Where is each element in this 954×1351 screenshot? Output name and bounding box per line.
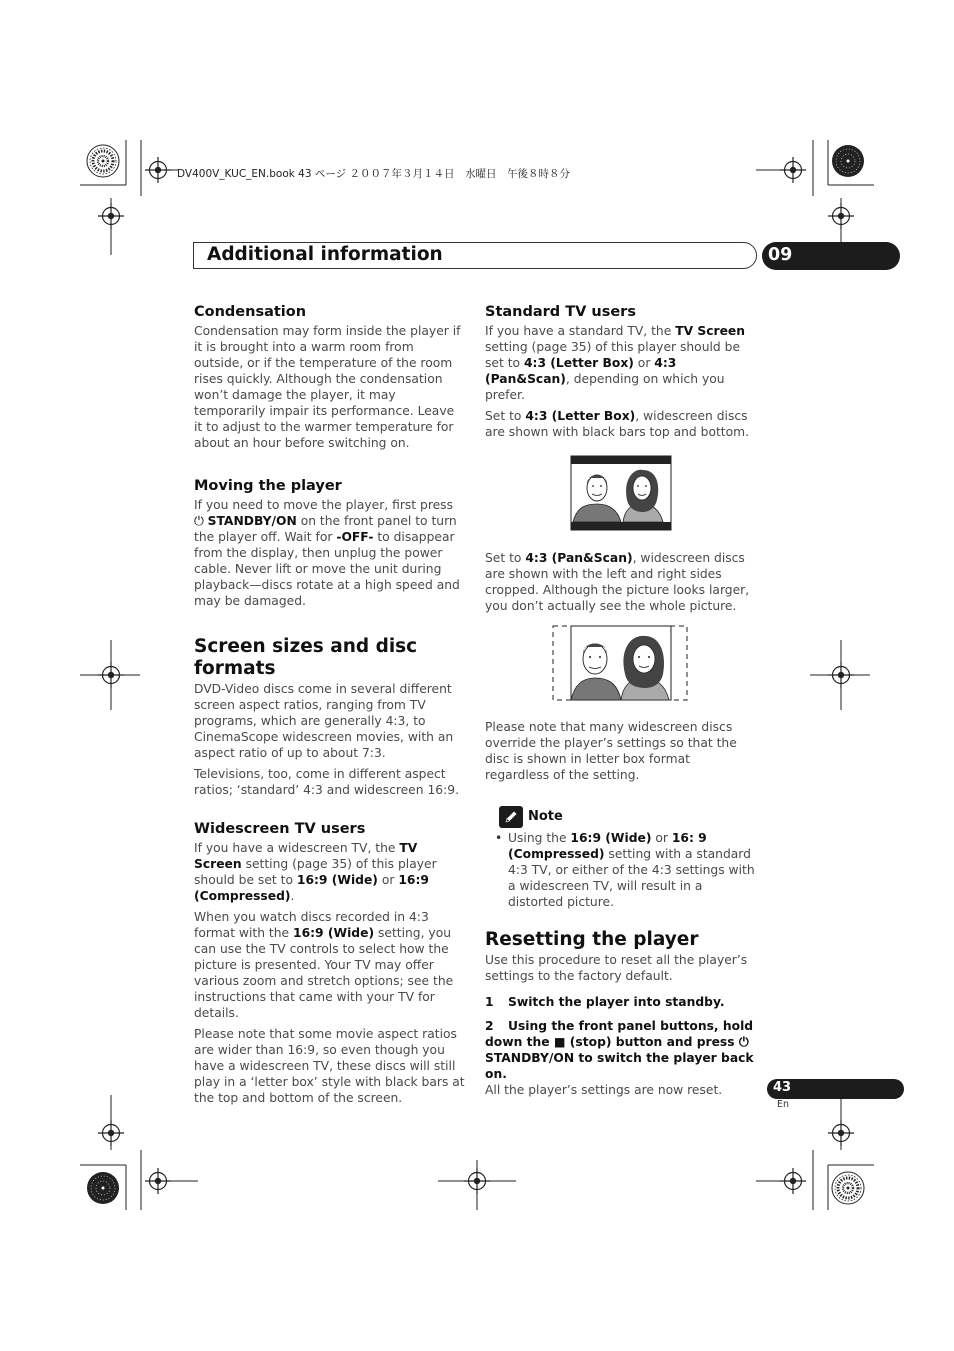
standard-heading: Standard TV users: [485, 304, 636, 320]
step-2-text-b: (stop) button and press: [565, 1035, 739, 1049]
resetting-heading: Resetting the player: [485, 929, 699, 950]
wide-label: 16:9 (Wide): [570, 831, 652, 845]
letterbox-label: 4:3 (Letter Box): [523, 356, 634, 370]
widescreen-p2-text-b: setting, you can use the TV controls to select how the picture is presented. Your TV may offer various zoom and stretch options; see the instructions that came with your TV for details.: [194, 926, 454, 1020]
note-item: [495, 830, 757, 910]
wide-label: 16:9 (Wide): [293, 926, 375, 940]
compressed-label: 16: 9 (Compressed): [508, 831, 707, 861]
moving-text-2: on the front panel to turn the player off. Wait for: [194, 514, 457, 544]
bullet-dot: •: [495, 831, 503, 845]
standard-p1: [485, 323, 757, 403]
letterbox-illustration: [485, 454, 757, 550]
or-text: or: [651, 831, 672, 845]
pencil-icon: [499, 806, 523, 828]
wide-label: 16:9 (Wide): [296, 873, 378, 887]
widescreen-p2-text-a: When you watch discs recorded in 4:3 format with the: [194, 910, 429, 940]
tv-screen-label: TV Screen: [675, 324, 746, 338]
compressed-label: 16:9 (Compressed): [194, 873, 429, 903]
power-icon: ⏻: [194, 514, 208, 528]
standard-p3-text-a: Set to: [485, 551, 526, 565]
power-icon: ⏻: [738, 1035, 749, 1049]
standard-p1-text-a: If you have a standard TV, the: [485, 324, 676, 338]
or-text: or: [633, 356, 655, 370]
condensation-body: Condensation may form inside the player if it is brought into a warm room from outside, or if the temperature of the room rises quickly. Although the condensation won’t damage the player, it may temporarily impair its performance. Leave it to adjust to the warmer temperature for about an hour before switching on.: [194, 324, 461, 450]
widescreen-p3: Please note that some movie aspect ratios are wider than 16:9, so even though you have a widescreen TV, these discs will still play in a ‘letter box’ style with black bars at the top and bottom of the screen.: [194, 1027, 465, 1105]
off-label: -OFF-: [336, 530, 374, 544]
panscan-label: 4:3 (Pan&Scan): [485, 356, 677, 386]
step-1-number: 1: [485, 995, 494, 1009]
note-label: Note: [528, 809, 563, 824]
standard-p3-text-b: , widescreen discs are shown with the left and right sides cropped. Although the picture looks larger, you don’t actually see the whole picture.: [485, 551, 750, 613]
note-text-1: Using the: [508, 831, 571, 845]
widescreen-p2: [194, 909, 466, 1021]
page-number: 43: [773, 1080, 792, 1095]
standard-p1-text-b: setting (page 35) of this player should be set to: [485, 340, 741, 370]
panscan-illustration: [485, 624, 757, 719]
standard-p2: [485, 408, 757, 440]
standard-p4: Please note that many widescreen discs override the player’s settings so that the disc is shown in letter box format regardless of the setting.: [485, 720, 737, 782]
standard-p2-text-a: Set to: [485, 409, 526, 423]
moving-text-1: If you need to move the player, first press: [194, 498, 453, 512]
widescreen-p1-text-a: If you have a widescreen TV, the: [194, 841, 400, 855]
left-column: [194, 303, 466, 1111]
standby-label: STANDBY/ON: [207, 514, 297, 528]
moving-text-3: to disappear from the display, then unplug the power cable. Never lift or move the unit during playback—discs rotate at a high speed and may be damaged.: [194, 530, 460, 608]
note-text-2: setting with a standard 4:3 TV, or either of the 4:3 settings with a widescreen TV, will result in a distorted picture.: [508, 847, 755, 909]
widescreen-heading: Widescreen TV users: [194, 821, 366, 837]
section-title: Additional information: [207, 244, 443, 265]
screen-sizes-p1: DVD-Video discs come in several different screen aspect ratios, ranging from TV programs, which are generally 4:3, to CinemaScope widescreen movies, with an aspect ratio of up to about 7:3.: [194, 682, 454, 760]
step-2-number: 2: [485, 1019, 494, 1033]
widescreen-p1-text-c: .: [290, 889, 295, 903]
file-info: DV400V_KUC_EN.book 43 ページ ２００７年３月１４日 水曜日 午後８時８分: [177, 168, 571, 180]
panscan-label: 4:3 (Pan&Scan): [525, 551, 633, 565]
step-1: [485, 994, 757, 1010]
note-header: [499, 806, 757, 828]
widescreen-p1-text-b: setting (page 35) of this player should be set to: [194, 857, 437, 887]
page-language: En: [777, 1099, 790, 1110]
chapter-number: 09: [768, 245, 793, 265]
widescreen-p1: [194, 840, 466, 904]
panscan-image: [485, 624, 757, 704]
right-column: [485, 303, 757, 1103]
or-text: or: [377, 873, 399, 887]
letterbox-image: [485, 454, 757, 534]
moving-heading: Moving the player: [194, 478, 342, 494]
step-1-text: Switch the player into standby.: [508, 995, 725, 1009]
step-2-text-a: Using the front panel buttons, hold down the: [485, 1019, 754, 1049]
resetting-result: All the player’s settings are now reset.: [485, 1083, 723, 1097]
resetting-intro: Use this procedure to reset all the player’s settings to the factory default.: [485, 953, 748, 983]
step-2: [485, 1018, 757, 1082]
condensation-heading: Condensation: [194, 304, 307, 320]
letterbox-label: 4:3 (Letter Box): [525, 409, 636, 423]
tv-screen-label: TV Screen: [194, 841, 418, 871]
step-2-text-c: STANDBY/ON to switch the player back on.: [485, 1051, 754, 1081]
note-text: [508, 830, 757, 910]
standard-p2-text-b: , widescreen discs are shown with black bars top and bottom.: [485, 409, 750, 439]
stop-icon: ■: [553, 1035, 566, 1049]
screen-sizes-p2: Televisions, too, come in different aspect ratios; ‘standard’ 4:3 and widescreen 16:9.: [194, 767, 459, 797]
screen-sizes-heading: Screen sizes and disc formats: [194, 636, 418, 679]
standard-p3: [485, 550, 757, 614]
standard-p1-text-c: , depending on which you prefer.: [485, 372, 725, 402]
moving-body: [194, 497, 466, 609]
